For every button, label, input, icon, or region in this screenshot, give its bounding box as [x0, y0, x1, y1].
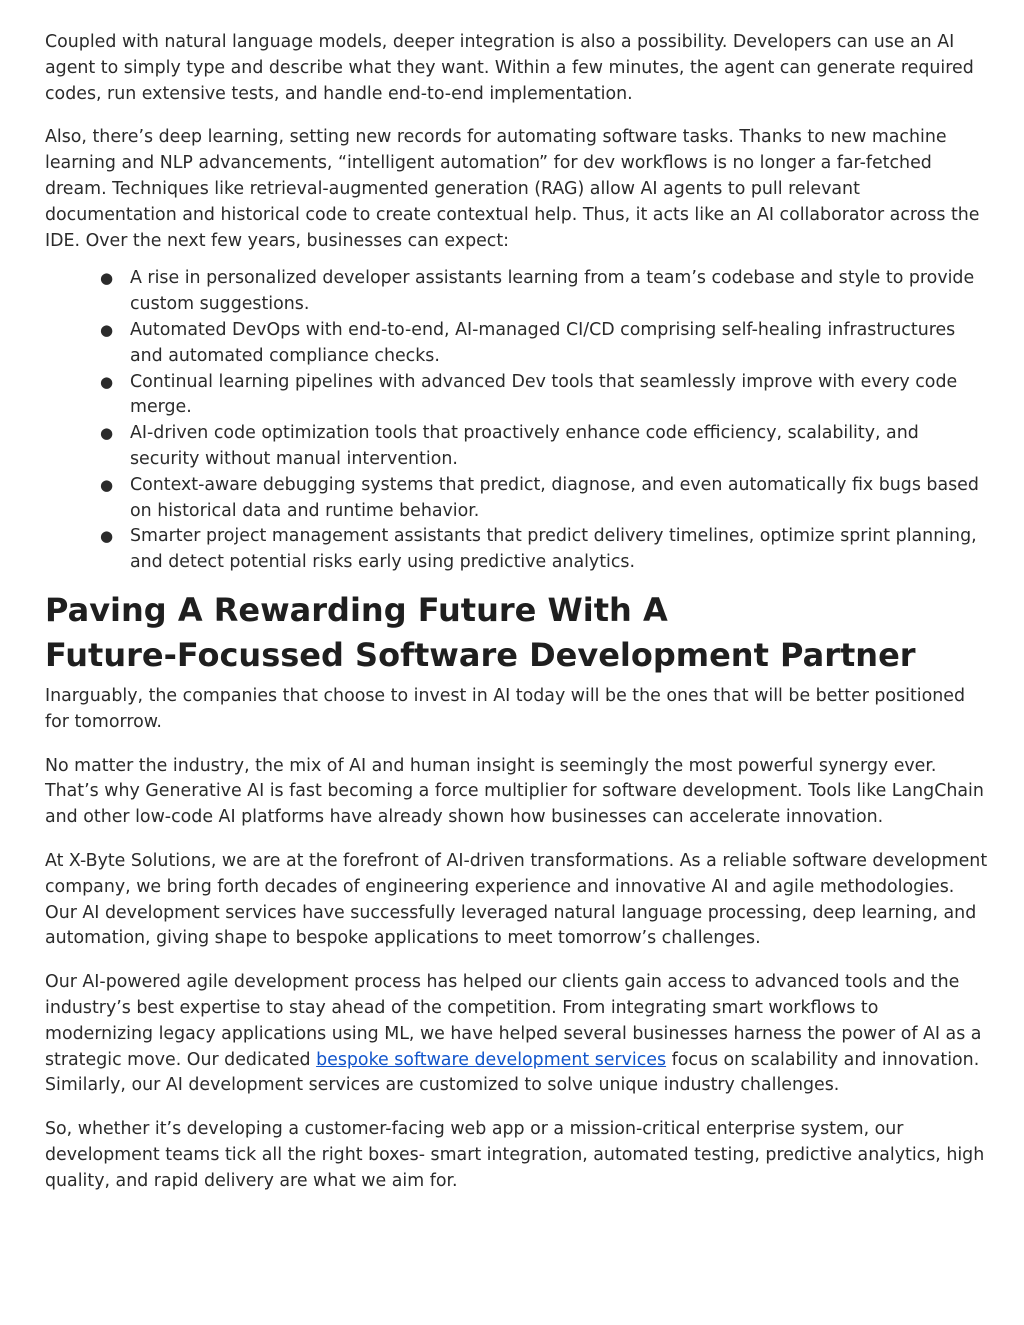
- list-item-text: Automated DevOps with end-to-end, AI-managed CI/CD comprising self-healing infrastructures and automated compliance checks.: [130, 319, 956, 366]
- list-item-text: Context-aware debugging systems that predict, diagnose, and even automatically fix bugs based on historical data and runtime behavior.: [130, 474, 979, 521]
- section-paragraph-4-text-after: focus on scalability and innovation. Similarly, our AI development services are customized to solve unique industry challenges.: [45, 1049, 980, 1096]
- document-page: [45, 30, 990, 1212]
- list-item: [45, 318, 990, 370]
- bullet-icon: ●: [100, 320, 114, 339]
- list-item: [45, 473, 990, 525]
- section-paragraph-5: So, whether it’s developing a customer-facing web app or a mission-critical enterprise system, our development teams tick all the right boxes- smart integration, automated testing, predictive analytics, high quality, and rapid delivery are what we aim for.: [45, 1119, 985, 1191]
- section-paragraph-3: At X-Byte Solutions, we are at the forefront of AI-driven transformations. As a reliable software development company, we bring forth decades of engineering experience and innovative AI and agile methodologies. Our AI development services have successfully leveraged natural language processing, deep learning, and automation, giving shape to bespoke applications to meet tomorrow’s challenges.: [45, 850, 988, 949]
- bullet-icon: ●: [100, 269, 114, 288]
- list-item-text: AI-driven code optimization tools that proactively enhance code efficiency, scalability, and security without manual intervention.: [130, 423, 919, 469]
- bullet-icon: ●: [100, 424, 114, 443]
- section-heading-line-1: Paving A Rewarding Future With A: [45, 590, 668, 629]
- expectations-list: [45, 266, 990, 576]
- intro-paragraph-1: Coupled with natural language models, deeper integration is also a possibility. Developers can use an AI agent to simply type and describe what they want. Within a few minutes, the agent can generate required codes, run extensive tests, and handle end-to-end implementation.: [45, 32, 974, 104]
- list-item: [45, 370, 990, 422]
- bespoke-services-link[interactable]: bespoke software development services: [316, 1049, 667, 1070]
- bullet-icon: ●: [100, 527, 114, 546]
- section-heading: [45, 588, 990, 678]
- section-paragraph-2: No matter the industry, the mix of AI and human insight is seemingly the most powerful synergy ever. That’s why Generative AI is fast becoming a force multiplier for software development. Tools like LangChain and other low-code AI platforms have already shown how businesses can accelerate innovation.: [45, 755, 984, 828]
- list-item: [45, 524, 990, 576]
- list-item: [45, 421, 990, 473]
- list-item: [45, 266, 990, 318]
- bullet-icon: ●: [100, 372, 114, 391]
- list-item-text: Continual learning pipelines with advanced Dev tools that seamlessly improve with every code merge.: [130, 371, 958, 418]
- intro-paragraph-2: Also, there’s deep learning, setting new records for automating software tasks. Thanks to new machine learning and NLP advancements, “intelligent automation” for dev workflows is no longer a far-fetched dream. Techniques like retrieval-augmented generation (RAG) allow AI agents to pull relevant documentation and historical code to create contextual help. Thus, it acts like an AI collaborator across the IDE. Over the next few years, businesses can expect:: [45, 127, 980, 251]
- section-paragraph-4-text-before: Our AI-powered agile development process has helped our clients gain access to advanced tools and the industry’s best expertise to stay ahead of the competition. From integrating smart workflows to modernizing legacy applications using ML, we have helped several businesses harness the power of AI as a strategic move. Our dedicated: [45, 972, 982, 1070]
- section-paragraph-1: Inarguably, the companies that choose to invest in AI today will be the ones that will be better positioned for tomorrow.: [45, 685, 966, 732]
- list-item-text: A rise in personalized developer assistants learning from a team’s codebase and style to provide custom suggestions.: [130, 268, 975, 315]
- section-paragraph-4: [45, 970, 990, 1099]
- bullet-icon: ●: [100, 475, 114, 494]
- list-item-text: Smarter project management assistants that predict delivery timelines, optimize sprint planning, and detect potential risks early using predictive analytics.: [130, 526, 977, 573]
- section-heading-line-2: Future-Focussed Software Development Partner: [45, 635, 916, 674]
